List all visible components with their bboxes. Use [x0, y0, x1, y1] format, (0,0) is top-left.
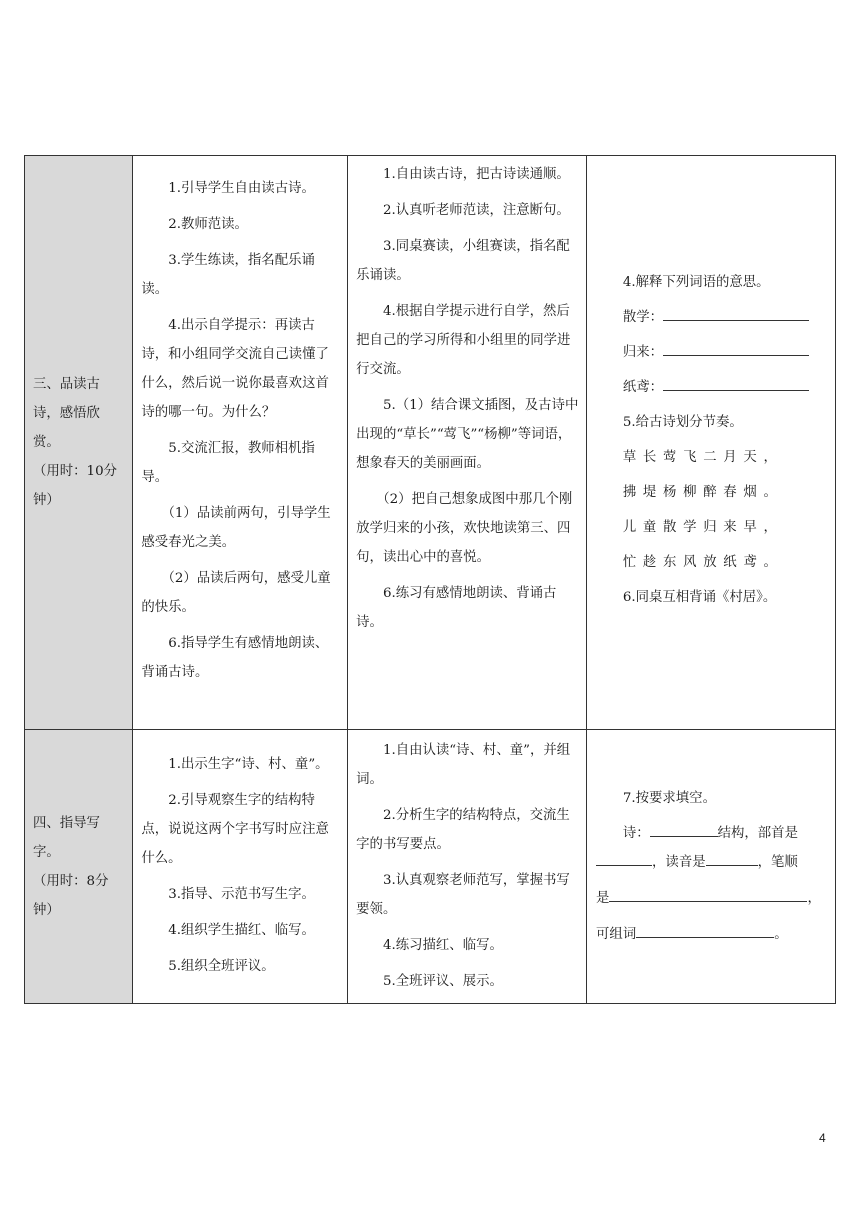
- fill-in-line: [596, 851, 652, 866]
- fill-text: 诗：: [622, 826, 650, 841]
- teacher-step: （2）品读后两句，感受儿童的快乐。: [141, 571, 331, 615]
- exercise-cell: [587, 730, 836, 1004]
- poem-line: 儿童散学归来早，: [622, 519, 784, 535]
- exercise-cell: [587, 156, 836, 730]
- teacher-step: 5.交流汇报，教师相机指导。: [141, 441, 315, 485]
- student-activity-cell: [348, 156, 587, 730]
- student-step: 2.认真听老师范读，注意断句。: [382, 203, 570, 218]
- fill-in-sentence: [596, 848, 827, 877]
- stage-title: 四、指导写字。: [33, 815, 100, 860]
- stage-time: （用时：10分钟）: [33, 464, 117, 508]
- student-step: 4.练习描红、临写。: [382, 938, 503, 953]
- teacher-activity-cell: [133, 156, 348, 730]
- table-row: [25, 156, 836, 730]
- fill-in-sentence: [596, 884, 827, 913]
- word-label: 散学：: [622, 309, 664, 325]
- exercise-question: 4.解释下列词语的意思。: [622, 274, 770, 290]
- teacher-step: 1.出示生字“诗、村、童”。: [168, 757, 329, 772]
- word-label: 归来：: [622, 344, 664, 360]
- student-step: 1.自由认读“诗、村、童”，并组词。: [356, 743, 571, 787]
- exercise-question: 6.同桌互相背诵《村居》。: [622, 589, 777, 605]
- word-definition-blank: [596, 338, 827, 367]
- teacher-step: 3.学生练读，指名配乐诵读。: [141, 253, 315, 297]
- fill-text: 。: [774, 927, 788, 942]
- teacher-step: 3.指导、示范书写生字。: [168, 887, 315, 902]
- stage-cell: [25, 156, 133, 730]
- teacher-activity-cell: [133, 730, 348, 1004]
- student-step: 4.根据自学提示进行自学，然后把自己的学习所得和小组里的同学进行交流。: [356, 304, 571, 377]
- fill-in-line: [663, 306, 809, 321]
- poem-line: 忙趁东风放纸鸢。: [622, 554, 784, 570]
- student-step: 3.同桌赛读，小组赛读，指名配乐诵读。: [356, 239, 570, 283]
- teacher-step: 2.引导观察生字的结构特点，说说这两个字书写时应注意什么。: [141, 793, 329, 866]
- fill-in-sentence: [596, 819, 827, 848]
- word-definition-blank: [596, 373, 827, 402]
- student-step: 5.（1）结合课文插图，及古诗中出现的“草长”“莺飞”“杨柳”等词语，想象春天的美丽画面。: [356, 398, 579, 471]
- lesson-plan-table: [24, 155, 836, 1004]
- fill-in-line: [706, 851, 758, 866]
- student-step: 2.分析生字的结构特点，交流生字的书写要点。: [356, 808, 570, 852]
- fill-in-sentence: [596, 920, 827, 949]
- stage-time: （用时：8分钟）: [33, 873, 109, 918]
- teacher-step: 1.引导学生自由读古诗。: [168, 181, 315, 196]
- stage-title: 三、品读古诗，感悟欣赏。: [33, 377, 100, 450]
- student-step: 6.练习有感情地朗读、背诵古诗。: [356, 586, 557, 630]
- word-definition-blank: [596, 303, 827, 332]
- exercise-question: 7.按要求填空。: [622, 791, 716, 806]
- teacher-step: 4.出示自学提示：再读古诗，和小组同学交流自己读懂了什么，然后说一说你最喜欢这首诗的哪一句。为什么？: [141, 318, 329, 420]
- fill-in-line: [663, 376, 809, 391]
- teacher-step: 6.指导学生有感情地朗读、背诵古诗。: [141, 636, 329, 680]
- exercise-question: 5.给古诗划分节奏。: [622, 414, 743, 430]
- student-step: 1.自由读古诗，把古诗读通顺。: [382, 167, 570, 182]
- fill-text: ，: [807, 891, 821, 906]
- fill-text: ，读音是: [652, 855, 706, 870]
- teacher-step: （1）品读前两句，引导学生感受春光之美。: [141, 506, 331, 550]
- student-step: （2）把自己想象成图中那几个刚放学归来的小孩，欢快地读第三、四句，读出心中的喜悦。: [356, 492, 573, 565]
- fill-in-line: [663, 341, 809, 356]
- teacher-step: 4.组织学生描红、临写。: [168, 923, 315, 938]
- word-label: 纸鸢：: [622, 379, 664, 395]
- teacher-step: 2.教师范读。: [168, 217, 248, 232]
- fill-text: 结构，部首是: [717, 826, 798, 841]
- fill-text: ，笔顺: [757, 855, 798, 870]
- poem-line: 拂堤杨柳醉春烟。: [622, 484, 784, 500]
- student-step: 3.认真观察老师范写，掌握书写要领。: [356, 873, 570, 917]
- table-row: [25, 730, 836, 1004]
- teacher-step: 5.组织全班评议。: [168, 959, 275, 974]
- fill-in-line: [609, 887, 807, 902]
- student-step: 5.全班评议、展示。: [382, 974, 503, 989]
- fill-text: 是: [596, 891, 610, 906]
- poem-line: 草长莺飞二月天，: [622, 449, 784, 465]
- student-activity-cell: [348, 730, 587, 1004]
- fill-in-line: [650, 822, 718, 837]
- fill-in-line: [636, 923, 774, 938]
- page-number: 4: [819, 1131, 826, 1145]
- stage-cell: [25, 730, 133, 1004]
- fill-text: 可组词: [596, 927, 637, 942]
